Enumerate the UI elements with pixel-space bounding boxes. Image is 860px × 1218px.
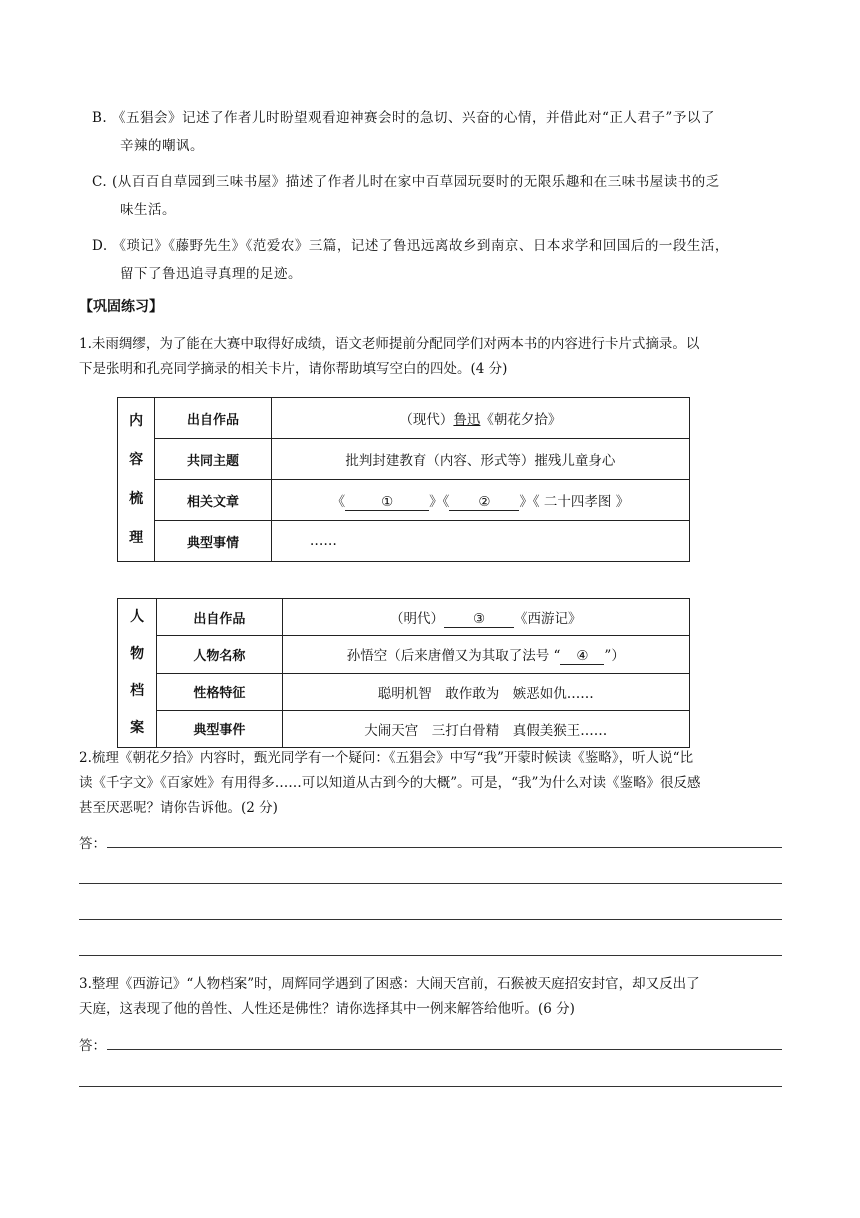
question-2 [79, 746, 784, 821]
option-text-line1: 《五猖会》记述了作者儿时盼望观看迎神赛会时的急切、兴奋的心情，并借此对“正人君子”予以了 [112, 110, 715, 126]
blank-3[interactable]: ③ [444, 611, 514, 628]
option-text-line1: (从百百自草园到三味书屋》描述了作者儿时在家中百草园玩耍时的无限乐趣和在三味书屋读书的乏 [111, 174, 720, 190]
question-text-line1: 3.整理《西游记》“人物档案”时，周辉同学遇到了困惑：大闹天宫前，石猴被天庭招安封官，却又反出了 [79, 976, 700, 992]
question-text-line1: 2.梳理《朝花夕拾》内容时，甄光同学有一个疑问：《五猖会》中写“我”开蒙时候读《鉴略》，听人说“比 [79, 750, 694, 766]
side-char: 容 [129, 451, 144, 468]
option-text-line2: 味生活。 [120, 202, 176, 218]
option-text-line2: 辛辣的嘲讽。 [120, 138, 204, 154]
bracket-text: 》《 [429, 493, 450, 510]
question-text-line2: 读《千字文》《百家姓》有用得多……可以知道从古到今的大概”。可是，“我”为什么对读《鉴略》很反感 [79, 775, 701, 791]
row-value: 聪明机智 敢作敢为 嫉恶如仇…… [282, 673, 689, 710]
row-value [271, 398, 689, 439]
answer-label: 答： [79, 1038, 106, 1054]
card-side-title [118, 398, 155, 562]
blank-2[interactable]: ② [449, 494, 519, 511]
side-char: 梳 [129, 490, 144, 507]
side-char: 内 [129, 412, 144, 429]
bracket-text: ”） [604, 647, 625, 664]
row-value [271, 480, 689, 521]
row-value: 大闹天宫 三打白骨精 真假美猴王…… [282, 710, 689, 747]
row-label: 人物名称 [157, 636, 282, 673]
card-character-profile [117, 598, 690, 748]
work-title: 《朝花夕拾》 [480, 412, 562, 428]
card-side-title [118, 599, 157, 748]
option-d [92, 232, 782, 288]
bracket-text: 《 [331, 493, 346, 510]
row-value [282, 599, 689, 636]
question-3 [79, 972, 784, 1022]
question-text-line2: 天庭，这表现了他的兽性、人性还是佛性？请你选择其中一例来解答给他听。(6 分) [79, 1001, 575, 1017]
era-text: （明代） [390, 610, 445, 627]
era-text: （现代） [399, 412, 454, 428]
row-label: 出自作品 [157, 599, 282, 636]
work-title: 《西游记》 [514, 610, 582, 627]
card-content-review [117, 397, 690, 562]
option-text-line2: 留下了鲁迅追寻真理的足迹。 [120, 266, 302, 282]
character-name: 孙悟空（后来唐僧又为其取了法号 “ [346, 647, 561, 664]
side-char: 理 [129, 529, 144, 546]
option-text-line1: 《琐记》《藤野先生》《范爱农》三篇，记述了鲁迅远离故乡到南京、日本求学和回国后的一段生活， [112, 238, 729, 254]
question-text-line3: 甚至厌恶呢？请你告诉他。(2 分) [79, 800, 278, 816]
side-char: 人 [130, 609, 145, 625]
answer-line[interactable] [79, 883, 782, 884]
option-c [92, 168, 782, 224]
side-char: 案 [130, 720, 145, 736]
side-char: 物 [130, 646, 145, 662]
question-text-line1: 1.未雨绸缪，为了能在大赛中取得好成绩，语文老师提前分配同学们对两本书的内容进行卡片式摘录。以 [79, 336, 700, 352]
author-text: 鲁迅 [453, 412, 481, 428]
side-char: 档 [130, 683, 145, 699]
option-letter: B. [92, 110, 108, 126]
answer-line[interactable] [79, 919, 782, 920]
row-label: 出自作品 [155, 398, 272, 439]
section-title: 【巩固练习】 [79, 299, 163, 315]
row-label: 性格特征 [157, 673, 282, 710]
answer-line[interactable] [107, 847, 782, 848]
answer-line[interactable] [79, 955, 782, 956]
row-label: 共同主题 [155, 439, 272, 480]
blank-1[interactable]: ① [345, 494, 429, 511]
option-letter: C. [92, 174, 108, 190]
row-label: 典型事件 [157, 710, 282, 747]
question-text-line2: 下是张明和孔亮同学摘录的相关卡片，请你帮助填写空白的四处。(4 分) [79, 361, 508, 377]
row-value: 批判封建教育（内容、形式等）摧残儿童身心 [271, 439, 689, 480]
blank-4[interactable]: ④ [560, 648, 604, 665]
row-value: …… [271, 521, 689, 562]
row-label: 典型事情 [155, 521, 272, 562]
question-1 [79, 332, 784, 382]
answer-line[interactable] [79, 1086, 782, 1087]
option-letter: D. [92, 238, 108, 254]
article-title: 》《 二十四孝图 》 [519, 493, 630, 510]
option-b [92, 104, 782, 160]
answer-label: 答： [79, 836, 106, 852]
row-value [282, 636, 689, 673]
answer-line[interactable] [107, 1049, 782, 1050]
row-label: 相关文章 [155, 480, 272, 521]
